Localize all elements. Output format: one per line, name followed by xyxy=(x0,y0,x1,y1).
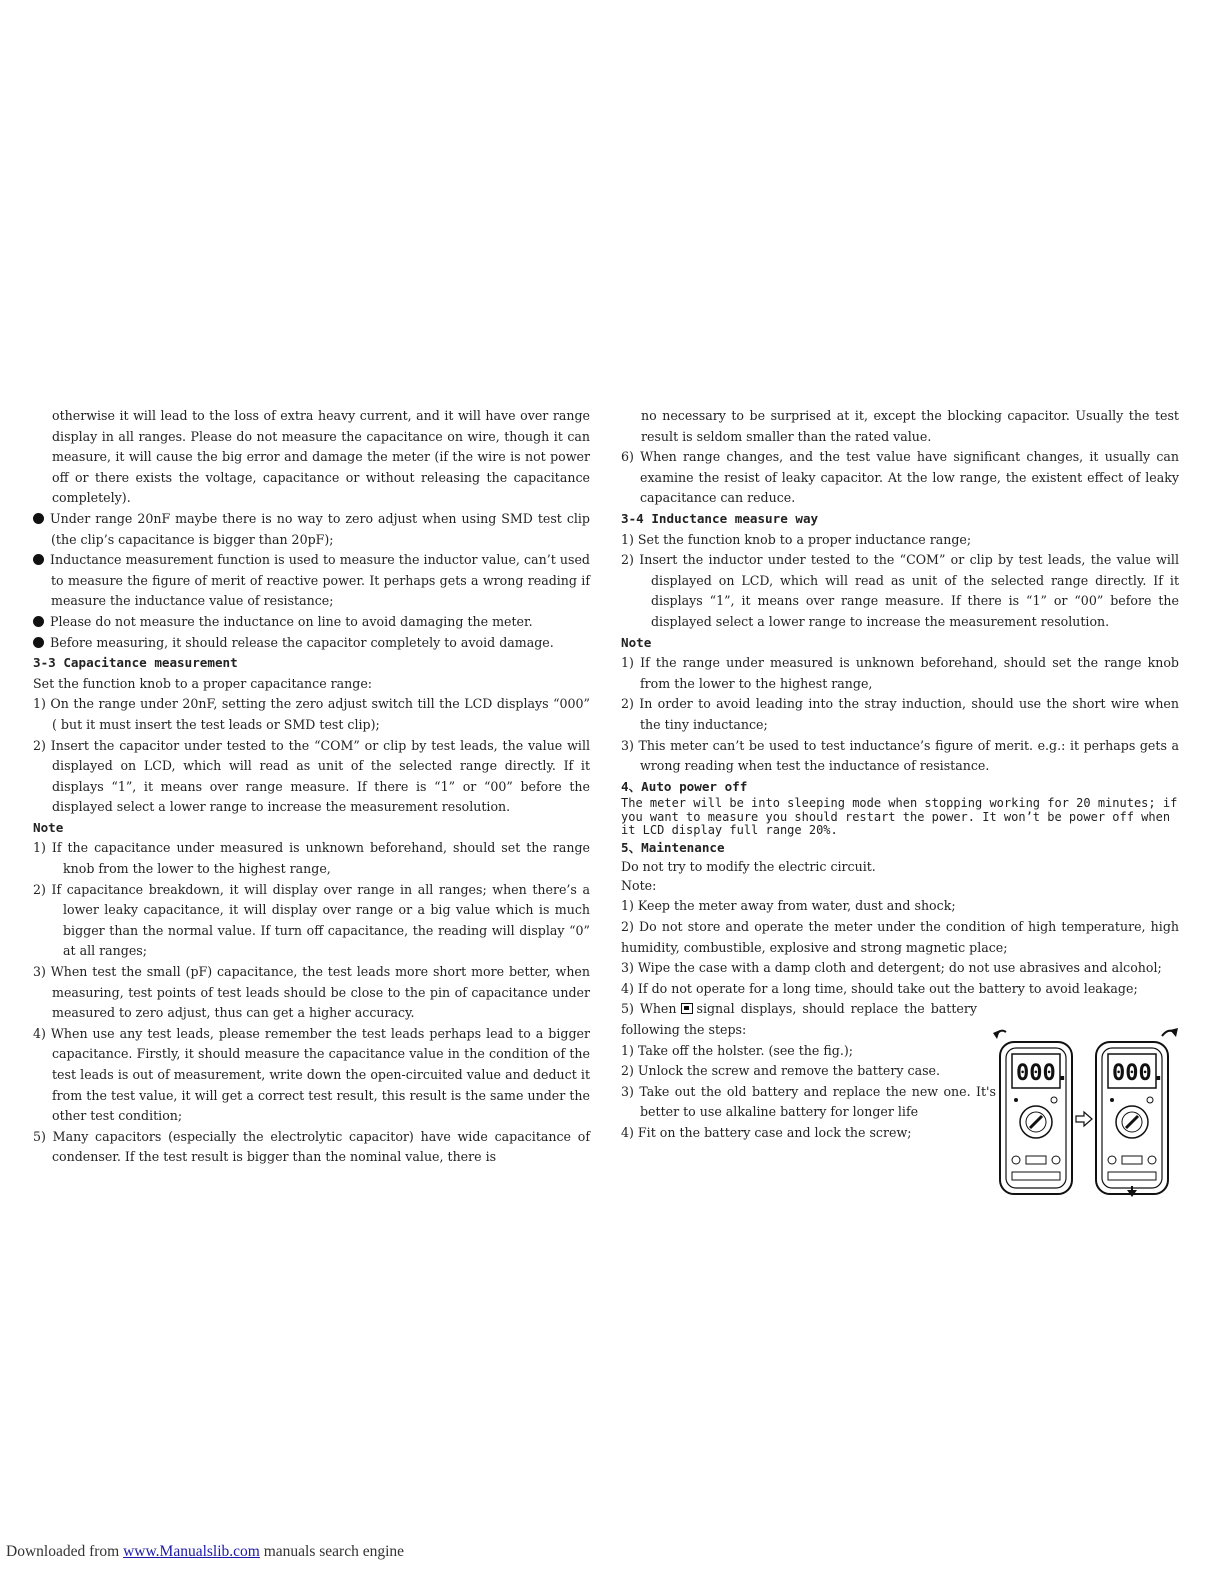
maintenance-item: 2) Do not store and operate the meter under the condition of high temperature, high humidity, combustible, explosive and strong magnetic place; xyxy=(621,918,1179,955)
bullet-item: Please do not measure the inductance on line to avoid damaging the meter. xyxy=(33,612,590,633)
maintenance-item: 1) Keep the meter away from water, dust and shock; xyxy=(621,898,956,914)
note-item: 3) When test the small (pF) capacitance, the test leads more short more better, when measuring, test points of test leads should be close to the pin of capacitance under measured to zero adjust, thus can get a higher accuracy. xyxy=(33,964,590,1021)
battery-step: 1) Take off the holster. (see the fig.); xyxy=(621,1042,853,1058)
note-item: 4) When use any test leads, please remember the test leads perhaps lead to a bigger capacitance. Firstly, it should measure the capacitance value in the condition of the test leads is out of measurement, write down the open-circuited value and deduct it from the test value, it will get a correct test result, this result is the same under the other test condition; xyxy=(33,1025,590,1124)
bullet-icon xyxy=(33,554,44,565)
intro-paragraph: otherwise it will lead to the loss of extra heavy current, and it will have over range display in all ranges. Please do not measure the capacitance on wire, though it can measure, it will cause the big error and damage the meter (if the wire is not power off or there exists the voltage, capacitance or without releasing the capacitance completely). xyxy=(52,408,590,506)
lcd-readout: 000. xyxy=(1016,1061,1069,1086)
curved-arrow-icon xyxy=(1170,1028,1178,1037)
section-heading-3-3: 3-3 Capacitance measurement xyxy=(33,655,238,671)
maintenance-note-label: Note: xyxy=(621,878,657,894)
inductance-step: 1) Set the function knob to a proper inductance range; xyxy=(621,531,972,547)
curved-arrow-icon xyxy=(993,1030,1000,1039)
section-heading-3-4: 3-4 Inductance measure way xyxy=(621,510,819,526)
capacitance-step: 1) On the range under 20nF, setting the zero adjust switch till the LCD displays “000” ( but it must insert the test leads or SMD test clip); xyxy=(33,696,590,732)
footer-prefix: Downloaded from xyxy=(6,1543,120,1560)
battery-replacement-figure xyxy=(992,1024,1180,1200)
note-heading: Note xyxy=(621,634,652,650)
lcd-readout: 000. xyxy=(1112,1061,1165,1086)
note-item: 2) If capacitance breakdown, it will display over range in all ranges; when there’s a lower leaky capacitance, it will display over range or a big value which is much bigger than the normal value. If turn off capacitance, the reading will display “0” at all ranges; xyxy=(33,881,590,959)
note-heading: Note xyxy=(33,819,64,835)
footer xyxy=(6,1543,404,1561)
maintenance-intro: Do not try to modify the electric circuit. xyxy=(621,859,876,875)
note-item: 1) If the capacitance under measured is unknown beforehand, should set the range knob from the lower to the highest range, xyxy=(33,840,590,877)
bullet-icon xyxy=(33,616,44,627)
auto-power-off-text: The meter will be into sleeping mode when stopping working for 20 minutes; if you want to measure you should restart the power. It won’t be power off when it LCD display full range 20%. xyxy=(621,796,1178,838)
battery-step: 3) Take out the old battery and replace the new one. It's better to use alkaline battery for longer life xyxy=(621,1083,996,1120)
bullet-item: Inductance measurement function is used to measure the inductor value, can’t used to measure the figure of merit of reactive power. It perhaps gets a wrong reading if measure the inductance value of resistance; xyxy=(33,550,590,612)
continued-paragraph: no necessary to be surprised at it, except the blocking capacitor. Usually the test result is seldom smaller than the rated value. xyxy=(641,408,1179,444)
capacitance-step: 2) Insert the capacitor under tested to the “COM” or clip by test leads, the value will displayed on LCD, which will read as unit of the selected range directly. If it displays “1”, it means over range measure. If there is “1” or “00” before the displayed select a lower range to increase the measurement resolution. xyxy=(33,737,590,815)
maintenance-item-5: 5) When signal displays, should replace the battery following the steps: xyxy=(621,1001,977,1037)
note-item: 1) If the range under measured is unknown beforehand, should set the range knob from the lower to the highest range, xyxy=(621,655,1179,691)
maintenance-item: 3) Wipe the case with a damp cloth and detergent; do not use abrasives and alcohol; xyxy=(621,960,1162,976)
maintenance-item: 4) If do not operate for a long time, should take out the battery to avoid leakage; xyxy=(621,980,1138,996)
bullet-icon xyxy=(33,513,44,524)
manualslib-link[interactable]: www.Manualslib.com xyxy=(123,1543,260,1560)
note-item: 5) Many capacitors (especially the electrolytic capacitor) have wide capacitance of condenser. If the test result is bigger than the nominal value, there is xyxy=(33,1128,590,1165)
inductance-step: 2) Insert the inductor under tested to the “COM” or clip by test leads, the value will displayed on LCD, which will read as unit of the selected range directly. If it displays “1”, it means over range measure. If there is “1” or “00” before the displayed select a lower range to increase the measurement resolution. xyxy=(621,552,1179,629)
capacitance-intro: Set the function knob to a proper capacitance range: xyxy=(33,675,373,691)
bullet-icon xyxy=(33,637,44,648)
section-heading-5: 5、Maintenance xyxy=(621,839,725,855)
multimeter-right xyxy=(1096,1042,1168,1194)
right-arrow-icon xyxy=(1076,1112,1092,1126)
note-item: 2) In order to avoid leading into the stray induction, should use the short wire when the tiny inductance; xyxy=(621,696,1179,732)
battery-icon xyxy=(681,1003,693,1014)
footer-suffix: manuals search engine xyxy=(263,1543,405,1560)
capacitance-note-6: 6) When range changes, and the test value have significant changes, it usually can examine the resist of leaky capacitor. At the low range, the existent effect of leaky capacitance can reduce. xyxy=(621,449,1179,506)
multimeter-left xyxy=(1000,1042,1072,1194)
left-column xyxy=(33,406,590,1168)
section-heading-4: 4、Auto power off xyxy=(621,778,748,794)
bullet-item: Under range 20nF maybe there is no way to zero adjust when using SMD test clip (the clip’s capacitance is bigger than 20pF); xyxy=(33,509,590,550)
battery-step: 4) Fit on the battery case and lock the screw; xyxy=(621,1124,912,1140)
battery-step: 2) Unlock the screw and remove the battery case. xyxy=(621,1063,940,1079)
bullet-item: Before measuring, it should release the capacitor completely to avoid damage. xyxy=(33,633,590,654)
note-item: 3) This meter can’t be used to test inductance’s figure of merit. e.g.: it perhaps gets a wrong reading when test the inductance of resistance. xyxy=(621,737,1179,774)
